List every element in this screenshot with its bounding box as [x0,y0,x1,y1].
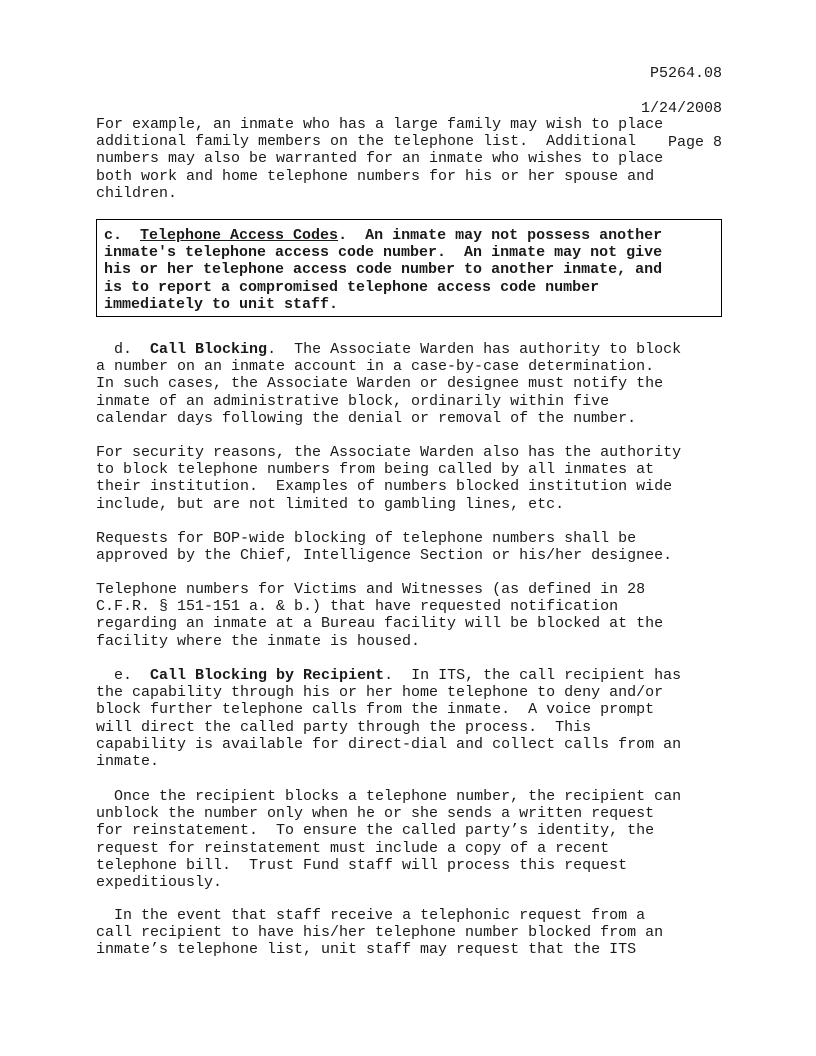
paragraph-security-reasons: For security reasons, the Associate Warden also has the authority to block telephone numbers from being called by all inmates at their institution. Examples of numbers blocked institution wide include, but are not limited to gambling lines, etc. [96,444,682,513]
page-number: Page 8 [667,134,722,152]
section-d-prefix: d. [96,341,151,358]
access-codes-box [96,219,722,317]
paragraph-telephonic-request: In the event that staff receive a telephonic request from a call recipient to have his/her telephone number blocked from an inmate’s telephone list, unit staff may request that the ITS [96,907,664,959]
section-d-title: Call Blocking [150,341,268,358]
section-e-prefix: e. [96,667,151,684]
section-d-text: . The Associate Warden has authority to block a number on an inmate account in a case-by-case determination. In such cases, the Associate Warden or designee must notify the inmate of an administrative block, ordinarily within five calendar days following the denial or removal of the number. [96,341,682,427]
box-letter: c. [104,227,141,244]
document-number: P5264.08 [649,65,722,83]
document-date: 1/24/2008 [640,99,722,117]
section-e-recipient-blocking [96,667,722,770]
box-text: . An inmate may not possess another inmate's telephone access code number. An inmate may not give his or her telephone access code number to another inmate, and is to report a compromised telephone access code number immediately to unit staff. [104,227,663,313]
box-title: Telephone Access Codes [140,227,339,244]
section-e-text: . In ITS, the call recipient has the capability through his or her home telephone to deny and/or block further telephone calls from the inmate. A voice prompt will direct the called party through the process. This capability is available for direct-dial and collect calls from an inmate. [96,667,682,771]
section-d-call-blocking [96,341,722,427]
paragraph-victims-witnesses: Telephone numbers for Victims and Witnesses (as defined in 28 C.F.R. § 151-151 a. & b.) that have requested notification regarding an inmate at a Bureau facility will be blocked at the facility where the inmate is housed. [96,581,664,650]
paragraph-unblock-request: Once the recipient blocks a telephone number, the recipient can unblock the number only when he or she sends a written request for reinstatement. To ensure the called party’s identity, the request for reinstatement must include a copy of a recent telephone bill. Trust Fund staff will process this request expeditiously. [96,788,682,892]
paragraph-bop-wide: Requests for BOP-wide blocking of telephone numbers shall be approved by the Chief, Intelligence Section or his/her designee. [96,530,673,565]
paragraph-family-members: For example, an inmate who has a large family may wish to place additional family members on the telephone list. Additional numbers may also be warranted for an inmate who wishes to place both work and home telephone numbers for his or her spouse and children. [96,116,664,202]
section-e-title: Call Blocking by Recipient [150,667,385,684]
